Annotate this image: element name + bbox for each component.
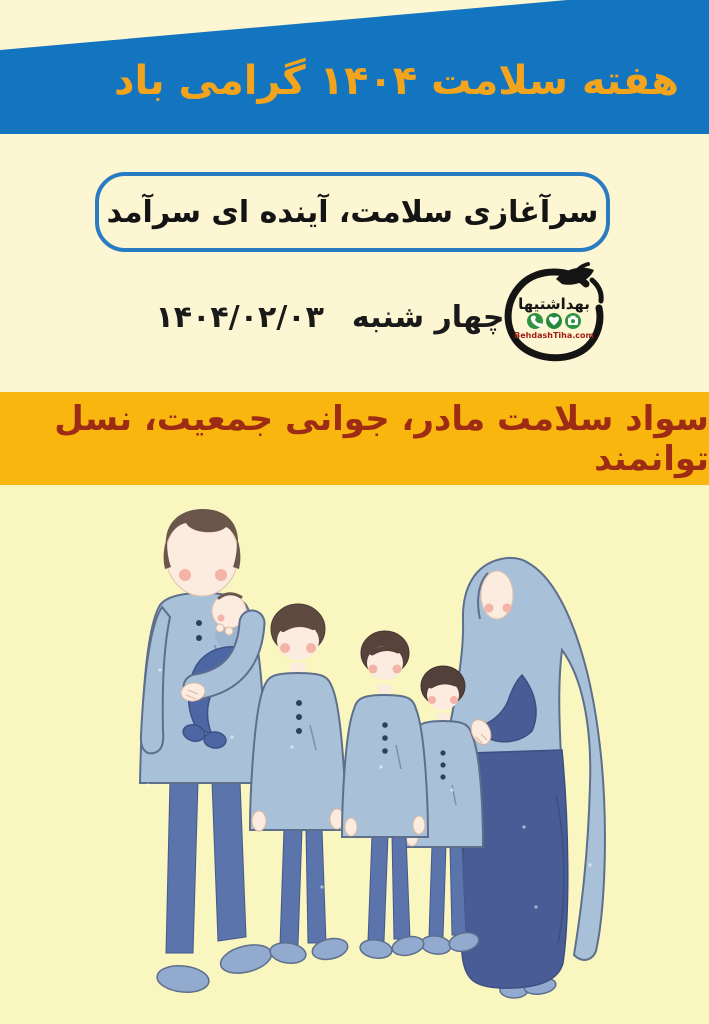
son-tall-figure bbox=[250, 604, 350, 965]
logo-website: BehdashTiha.com bbox=[514, 331, 594, 340]
slogan-text: سرآغازی سلامت، آینده ای سرآمد bbox=[106, 194, 599, 230]
date-row bbox=[145, 288, 515, 346]
behdashtiha-logo bbox=[498, 260, 612, 368]
theme-band-text: سواد سلامت مادر، جوانی جمعیت، نسل توانمند bbox=[54, 398, 709, 479]
date-value: ۱۴۰۴/۰۲/۰۳ bbox=[155, 299, 324, 335]
heart-icon bbox=[546, 313, 562, 329]
theme-band bbox=[0, 392, 709, 485]
whatsapp-icon bbox=[527, 313, 543, 329]
son-middle-figure bbox=[342, 631, 428, 960]
logo-name: بهداشتیها bbox=[518, 295, 590, 313]
family-illustration bbox=[0, 485, 709, 1024]
banner-title: هفته سلامت ۱۴۰۴ گرامی باد bbox=[114, 58, 679, 104]
illustration-section bbox=[0, 485, 709, 1024]
camera-icon bbox=[565, 313, 581, 329]
weekday-label: چهار شنبه bbox=[351, 299, 505, 335]
slogan-box bbox=[95, 172, 610, 252]
